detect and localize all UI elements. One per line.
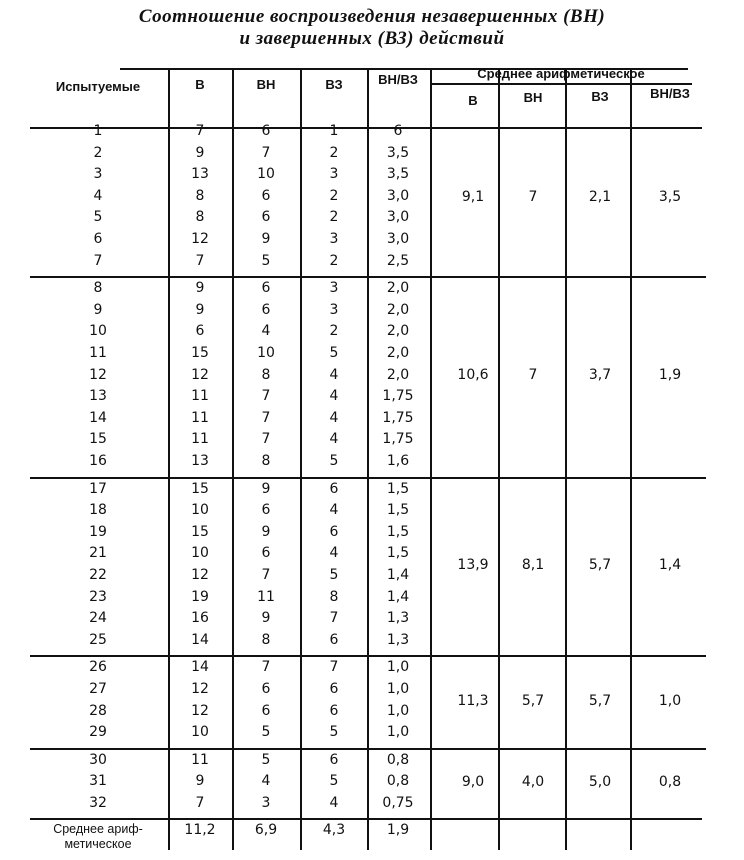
table-cell: 11 (191, 410, 209, 426)
table-cell: 6 (261, 502, 271, 518)
table-cell: 5 (261, 724, 271, 740)
table-cell: 3,0 (386, 231, 410, 247)
table-cell: 6 (261, 188, 271, 204)
table-cell: 4 (261, 323, 271, 339)
table-cell: 7 (195, 253, 205, 269)
table-cell: 9 (261, 481, 271, 497)
table-cell: 7 (195, 795, 205, 811)
group-mean-cell: 5,0 (588, 774, 612, 790)
column-divider (300, 68, 302, 850)
table-cell: 10 (257, 345, 275, 361)
group-separator-rule (30, 748, 706, 750)
group-mean-cell: 13,9 (457, 557, 489, 573)
group-separator-rule (30, 655, 706, 657)
subject-number: 2 (93, 145, 103, 161)
table-cell: 2,0 (386, 280, 410, 296)
header-mean-ratio: ВН/ВЗ (650, 86, 690, 101)
table-cell: 1,5 (386, 502, 410, 518)
total-cell: 6,9 (254, 822, 278, 838)
subject-number: 7 (93, 253, 103, 269)
subject-number: 17 (89, 481, 107, 497)
group-mean-cell: 10,6 (457, 367, 489, 383)
table-cell: 13 (191, 166, 209, 182)
subject-number: 28 (89, 703, 107, 719)
table-cell: 2 (329, 145, 339, 161)
table-cell: 6 (261, 703, 271, 719)
table-cell: 15 (191, 524, 209, 540)
bottom-rule (30, 818, 702, 820)
group-mean-cell: 9,1 (461, 189, 485, 205)
table-cell: 6 (261, 280, 271, 296)
table-cell: 2,0 (386, 345, 410, 361)
table-cell: 9 (261, 610, 271, 626)
table-cell: 7 (261, 145, 271, 161)
subject-number: 18 (89, 502, 107, 518)
table-cell: 7 (261, 567, 271, 583)
subject-number: 15 (89, 431, 107, 447)
subject-number: 30 (89, 752, 107, 768)
table-cell: 6 (393, 123, 403, 139)
table-cell: 7 (329, 610, 339, 626)
subject-number: 24 (89, 610, 107, 626)
table-cell: 5 (261, 253, 271, 269)
table-cell: 6 (329, 703, 339, 719)
table-cell: 1,75 (382, 431, 414, 447)
table-cell: 6 (195, 323, 205, 339)
table-cell: 6 (261, 209, 271, 225)
header-bottom-rule (30, 127, 702, 129)
column-divider (232, 68, 234, 850)
subject-number: 26 (89, 659, 107, 675)
subject-number: 11 (89, 345, 107, 361)
group-mean-cell: 4,0 (521, 774, 545, 790)
table-cell: 8 (329, 589, 339, 605)
table-cell: 12 (191, 367, 209, 383)
subject-number: 29 (89, 724, 107, 740)
table-cell: 5 (261, 752, 271, 768)
table-cell: 13 (191, 453, 209, 469)
table-cell: 11 (191, 388, 209, 404)
group-mean-cell: 1,4 (658, 557, 682, 573)
group-separator-rule (30, 276, 706, 278)
table-cell: 6 (261, 545, 271, 561)
table-cell: 19 (191, 589, 209, 605)
table-cell: 0,75 (382, 795, 414, 811)
table-cell: 1,6 (386, 453, 410, 469)
table-cell: 5 (329, 345, 339, 361)
subject-number: 10 (89, 323, 107, 339)
table-cell: 4 (261, 773, 271, 789)
table-cell: 9 (195, 302, 205, 318)
table-cell: 6 (261, 681, 271, 697)
group-mean-cell: 1,9 (658, 367, 682, 383)
table-cell: 1,75 (382, 410, 414, 426)
subject-number: 4 (93, 188, 103, 204)
subject-number: 16 (89, 453, 107, 469)
table-cell: 12 (191, 231, 209, 247)
column-divider (498, 68, 500, 850)
header-subjects: Испытуемые (55, 79, 141, 94)
table-cell: 3,5 (386, 145, 410, 161)
table-cell: 3 (329, 231, 339, 247)
table-cell: 9 (195, 280, 205, 296)
group-mean-cell: 7 (528, 367, 538, 383)
table-cell: 8 (261, 453, 271, 469)
table-cell: 4 (329, 795, 339, 811)
table-cell: 3,0 (386, 188, 410, 204)
group-mean-cell: 5,7 (588, 557, 612, 573)
table-cell: 10 (191, 724, 209, 740)
table-cell: 1,75 (382, 388, 414, 404)
subject-number: 8 (93, 280, 103, 296)
table-cell: 10 (191, 545, 209, 561)
header-mean-bn: ВН (523, 90, 543, 105)
header-bz: ВЗ (325, 77, 343, 92)
subject-number: 12 (89, 367, 107, 383)
table-cell: 7 (195, 123, 205, 139)
table-cell: 16 (191, 610, 209, 626)
table-cell: 5 (329, 567, 339, 583)
group-mean-cell: 5,7 (588, 693, 612, 709)
table-cell: 7 (261, 659, 271, 675)
table-cell: 14 (191, 632, 209, 648)
group-mean-cell: 8,1 (521, 557, 545, 573)
subject-number: 14 (89, 410, 107, 426)
table-cell: 0,8 (386, 773, 410, 789)
table-cell: 7 (329, 659, 339, 675)
subject-number: 23 (89, 589, 107, 605)
table-cell: 6 (329, 524, 339, 540)
group-mean-cell: 1,0 (658, 693, 682, 709)
table-cell: 3 (261, 795, 271, 811)
subject-number: 32 (89, 795, 107, 811)
table-cell: 4 (329, 367, 339, 383)
title-line-1: Соотношение воспроизведения незавершенных (ВН) (138, 6, 606, 27)
group-separator-rule (30, 477, 706, 479)
table-cell: 7 (261, 388, 271, 404)
table-cell: 3 (329, 166, 339, 182)
table-cell: 8 (195, 209, 205, 225)
table-cell: 15 (191, 345, 209, 361)
total-label: Среднее ариф- метическое (53, 822, 143, 851)
table-cell: 2,0 (386, 367, 410, 383)
table-cell: 1,0 (386, 681, 410, 697)
subject-number: 19 (89, 524, 107, 540)
subject-number: 22 (89, 567, 107, 583)
table-cell: 14 (191, 659, 209, 675)
table-cell: 2 (329, 323, 339, 339)
table-cell: 6 (329, 681, 339, 697)
header-ratio: ВН/ВЗ (378, 72, 418, 87)
subject-number: 3 (93, 166, 103, 182)
table-cell: 9 (261, 231, 271, 247)
subject-number: 31 (89, 773, 107, 789)
subject-number: 1 (93, 123, 103, 139)
table-cell: 1,4 (386, 567, 410, 583)
table-cell: 1,0 (386, 659, 410, 675)
mean-group-rule (430, 83, 692, 85)
table-cell: 8 (195, 188, 205, 204)
table-cell: 2,0 (386, 323, 410, 339)
table-cell: 9 (261, 524, 271, 540)
table-cell: 1 (329, 123, 339, 139)
table-cell: 1,3 (386, 610, 410, 626)
header-mean-bz: ВЗ (591, 89, 609, 104)
total-cell: 4,3 (322, 822, 346, 838)
group-mean-cell: 9,0 (461, 774, 485, 790)
table-cell: 6 (329, 481, 339, 497)
title-line-2: и завершенных (ВЗ) действий (239, 28, 505, 49)
table-cell: 3 (329, 280, 339, 296)
group-mean-cell: 5,7 (521, 693, 545, 709)
table-cell: 8 (261, 367, 271, 383)
subject-number: 9 (93, 302, 103, 318)
table-cell: 1,3 (386, 632, 410, 648)
table-title (0, 6, 744, 50)
header-mean-b: В (468, 93, 478, 108)
table-cell: 6 (329, 632, 339, 648)
column-divider (565, 68, 567, 850)
table-cell: 6 (261, 123, 271, 139)
table-cell: 11 (257, 589, 275, 605)
column-divider (630, 68, 632, 850)
column-divider (430, 68, 432, 850)
table-cell: 12 (191, 567, 209, 583)
table-cell: 1,5 (386, 524, 410, 540)
table-cell: 1,5 (386, 481, 410, 497)
table-cell: 6 (329, 752, 339, 768)
table-cell: 11 (191, 752, 209, 768)
table-cell: 11 (191, 431, 209, 447)
subject-number: 27 (89, 681, 107, 697)
table-cell: 2 (329, 209, 339, 225)
group-mean-cell: 0,8 (658, 774, 682, 790)
group-mean-cell: 3,5 (658, 189, 682, 205)
header-b: В (195, 77, 205, 92)
total-cell: 1,9 (386, 822, 410, 838)
table-cell: 5 (329, 724, 339, 740)
table-cell: 4 (329, 388, 339, 404)
table-cell: 7 (261, 431, 271, 447)
table-cell: 7 (261, 410, 271, 426)
total-cell: 11,2 (184, 822, 216, 838)
table-cell: 5 (329, 453, 339, 469)
table-cell: 2,0 (386, 302, 410, 318)
table-cell: 9 (195, 145, 205, 161)
table-cell: 6 (261, 302, 271, 318)
table-cell: 2 (329, 188, 339, 204)
table-cell: 1,0 (386, 703, 410, 719)
table-cell: 4 (329, 410, 339, 426)
subject-number: 5 (93, 209, 103, 225)
table-cell: 0,8 (386, 752, 410, 768)
group-mean-cell: 7 (528, 189, 538, 205)
table-cell: 1,5 (386, 545, 410, 561)
table-cell: 12 (191, 681, 209, 697)
header-mean-group: Среднее арифметическое (477, 66, 645, 81)
group-mean-cell: 2,1 (588, 189, 612, 205)
table-cell: 2,5 (386, 253, 410, 269)
subject-number: 13 (89, 388, 107, 404)
table-cell: 1,4 (386, 589, 410, 605)
table-cell: 3,5 (386, 166, 410, 182)
table-cell: 4 (329, 545, 339, 561)
subject-number: 25 (89, 632, 107, 648)
table-cell: 3,0 (386, 209, 410, 225)
table-cell: 9 (195, 773, 205, 789)
table-cell: 4 (329, 502, 339, 518)
group-mean-cell: 3,7 (588, 367, 612, 383)
subject-number: 21 (89, 545, 107, 561)
table-cell: 15 (191, 481, 209, 497)
group-mean-cell: 11,3 (457, 693, 489, 709)
table-cell: 12 (191, 703, 209, 719)
table-cell: 8 (261, 632, 271, 648)
table-cell: 4 (329, 431, 339, 447)
table-cell: 10 (191, 502, 209, 518)
subject-number: 6 (93, 231, 103, 247)
table-cell: 3 (329, 302, 339, 318)
header-bn: ВН (256, 77, 276, 92)
table-cell: 10 (257, 166, 275, 182)
table-cell: 5 (329, 773, 339, 789)
table-cell: 1,0 (386, 724, 410, 740)
table-cell: 2 (329, 253, 339, 269)
